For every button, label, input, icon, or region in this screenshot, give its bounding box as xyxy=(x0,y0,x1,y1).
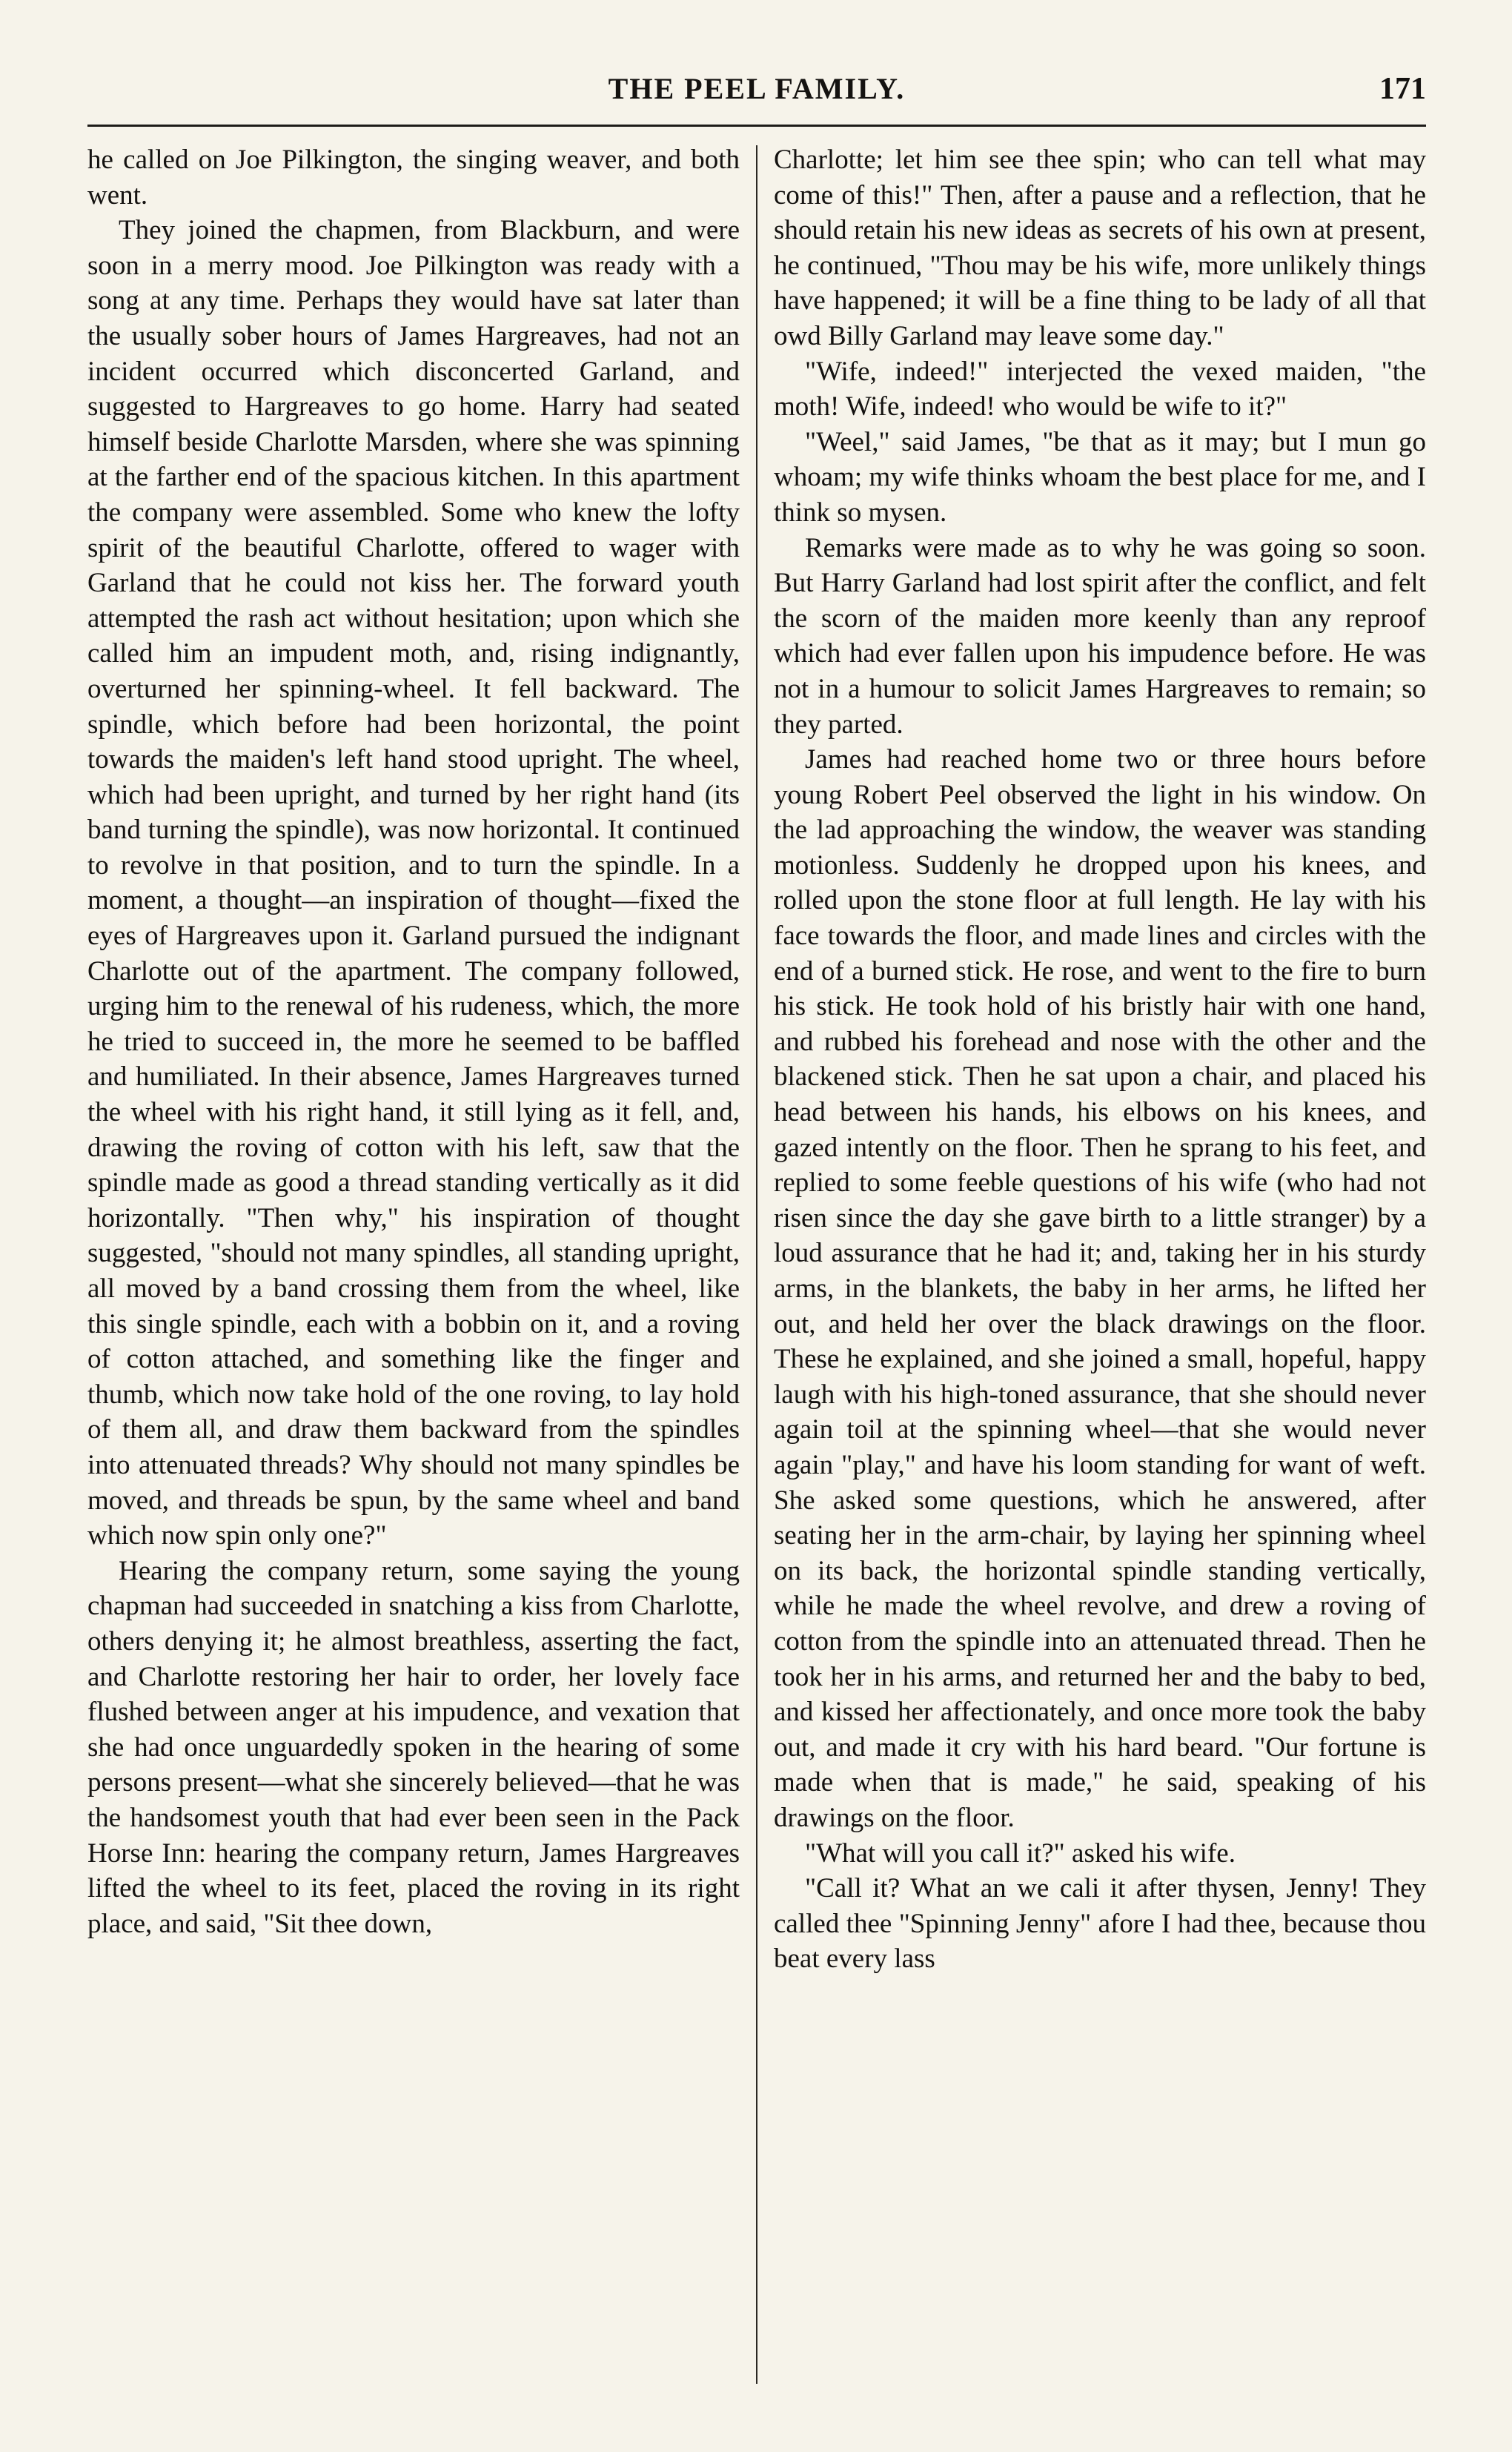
paragraph: "What will you call it?" asked his wife. xyxy=(805,1838,1236,1869)
paragraph: Charlotte; let him see thee spin; who can tell what may come of this!" Then, after a pause and a reflection, that he should retain his new ideas as secrets of his own at present, he continued, "Thou may be his wife, more unlikely things have happened; it will be a fine thing to be lady of all that owd Billy Garland may leave some day." xyxy=(774,145,1426,351)
right-column xyxy=(774,142,1426,2396)
column-divider xyxy=(756,145,757,2384)
paragraph: "Weel," said James, "be that as it may; but I mun go whoam; my wife thinks whoam the best place for me, and I think so mysen. xyxy=(774,426,1426,528)
running-title: THE PEEL FAMILY. xyxy=(608,72,906,105)
paragraph: James had reached home two or three hours before young Robert Peel observed the light in his window. On the lad approaching the window, the weaver was standing motionless. Suddenly he dropped upon his knees, and rolled upon the stone floor at full length. He lay with his face towards the floor, and made lines and circles with the end of a burned stick. He rose, and went to the fire to burn his stick. He took hold of his bristly hair with one hand, and rubbed his forehead and nose with the other and the blackened stick. Then he sat upon a chair, and placed his head between his hands, his elbows on his knees, and gazed intently on the floor. Then he sprang to his feet, and replied to some feeble questions of his wife (who had not risen since the day she gave birth to a little stranger) by a loud assurance that he had it; and, taking her in his sturdy arms, in the blankets, the baby in her arms, he lifted her out, and held her over the black drawings on the floor. These he explained, and she joined a small, hopeful, happy laugh with his high-toned assurance, that she should never again toil at the spinning wheel—that she would never again "play," and have his loom standing for want of weft. She asked some questions, which he answered, after seating her in the arm-chair, by laying her spinning wheel on its back, the horizontal spindle standing vertically, while he made the wheel revolve, and drew a roving of cotton from the spindle into an attenuated thread. Then he took her in his arms, and returned her and the baby to bed, and kissed her affectionately, and once more took the baby out, and made it cry with his hard beard. "Our fortune is made when that is made," he said, speaking of his drawings on the floor. xyxy=(774,744,1426,1833)
page-header xyxy=(87,68,1426,127)
paragraph: Remarks were made as to why he was going so soon. But Harry Garland had lost spirit after the conflict, and felt the scorn of the maiden more keenly than any reproof which had ever fallen upon his impudence before. He was not in a humour to solicit James Hargreaves to remain; so they parted. xyxy=(774,532,1426,740)
book-page xyxy=(87,68,1426,2403)
page-number: 171 xyxy=(1379,72,1426,106)
paragraph: Hearing the company return, some saying the young chapman had succeeded in snatching a kiss from Charlotte, others denying it; he almost breathless, asserting the fact, and Charlotte restoring her hair to order, her lovely face flushed between anger at his impudence, and vexation that she had once unguardedly spoken in the hearing of some persons present—what she sincerely believed—that he was the handsomest youth that had ever been seen in the Pack Horse Inn: hearing the company return, James Hargreaves lifted the wheel to its feet, placed the roving in its right place, and said, "Sit thee down, xyxy=(87,1555,740,1939)
paragraph: They joined the chapmen, from Blackburn, and were soon in a merry mood. Joe Pilkington was ready with a song at any time. Perhaps they would have sat later than the usually sober hours of James Hargreaves, had not an incident occurred which disconcerted Garland, and suggested to Hargreaves to go home. Harry had seated himself beside Charlotte Marsden, where she was spinning at the farther end of the spacious kitchen. In this apartment the company were assembled. Some who knew the lofty spirit of the beautiful Charlotte, offered to wager with Garland that he could not kiss her. The forward youth attempted the rash act without hesitation; upon which she called him an impudent moth, and, rising indignantly, overturned her spinning-wheel. It fell backward. The spindle, which before had been horizontal, the point towards the maiden's left hand stood upright. The wheel, which had been upright, and turned by her right hand (its band turning the spindle), was now horizontal. It continued to revolve in that position, and to turn the spindle. In a moment, a thought—an inspiration of thought—fixed the eyes of Hargreaves upon it. Garland pursued the indignant Charlotte out of the apartment. The company followed, urging him to the renewal of his rudeness, which, the more he tried to succeed in, the more he seemed to be baffled and humiliated. In their absence, James Hargreaves turned the wheel with his right hand, it still lying as it fell, and, drawing the roving of cotton with his left, saw that the spindle made as good a thread standing vertically as it did horizontally. "Then why," his inspiration of thought suggested, "should not many spindles, all standing upright, all moved by a band crossing them from the wheel, like this single spindle, each with a bobbin on it, and a roving of cotton attached, and something like the finger and thumb, which now take hold of the one roving, to lay hold of them all, and draw them backward from the spindles into attenuated threads? Why should not many spindles be moved, and threads be spun, by the same wheel and band which now spin only one?" xyxy=(87,215,740,1551)
paragraph: "Call it? What an we cali it after thysen, Jenny! They called thee "Spinning Jenny" afore I had thee, because thou beat every lass xyxy=(774,1873,1426,1975)
paragraph: he called on Joe Pilkington, the singing weaver, and both went. xyxy=(87,145,740,211)
paragraph: "Wife, indeed!" interjected the vexed maiden, "the moth! Wife, indeed! who would be wife to it?" xyxy=(774,356,1426,423)
text-columns xyxy=(87,142,1426,2396)
left-column xyxy=(87,142,740,2396)
